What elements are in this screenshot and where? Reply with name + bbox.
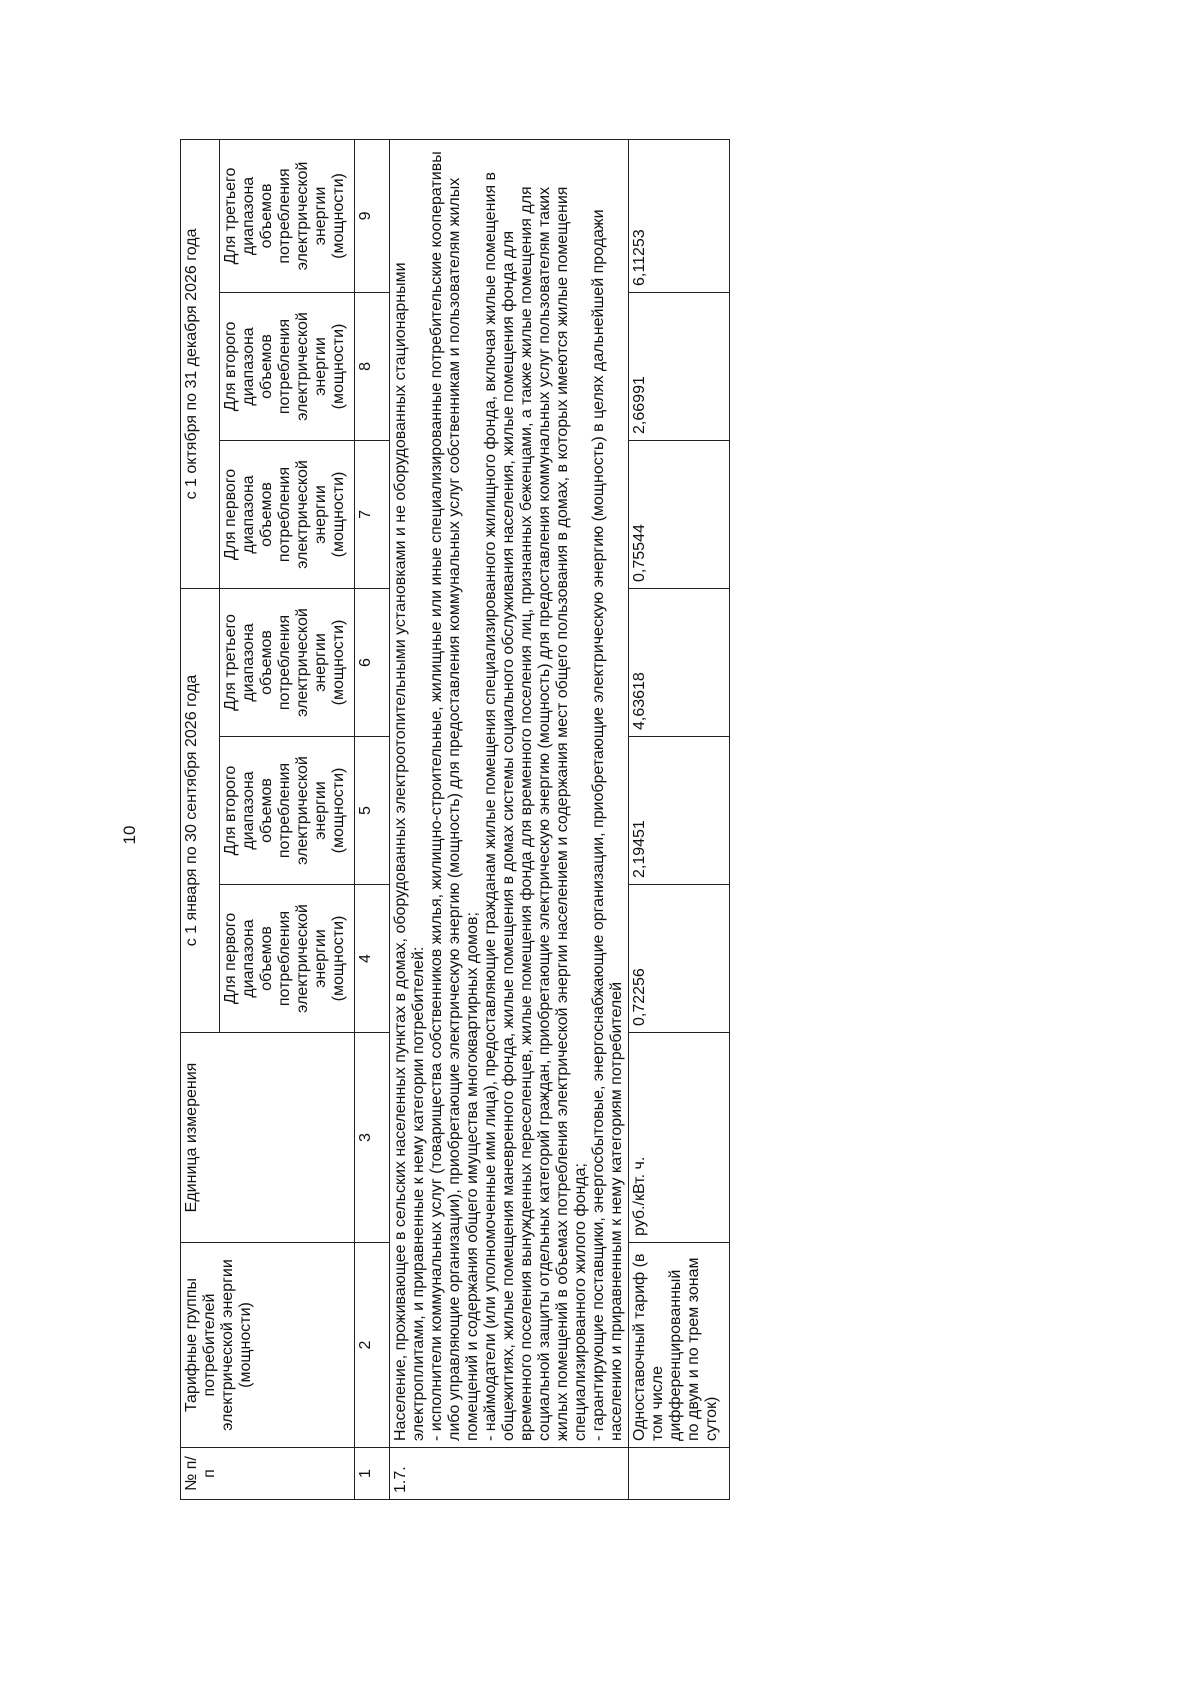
row-value: 0,75544: [629, 440, 730, 588]
row-value: 0,72256: [629, 885, 730, 1033]
table-row: [629, 139, 730, 1499]
column-number: 3: [355, 1033, 390, 1243]
section-description: [390, 139, 629, 1447]
description-line: - гарантирующие поставщики, энергосбытовые, энергоснабжающие организации, приобретающие электрическую энергию (мощность) в целях дальнейшей продажи населению и приравненным к нему категориям потребителей: [590, 209, 625, 1441]
section-number: 1.7.: [390, 1448, 629, 1500]
row-value: 6,11253: [629, 139, 730, 292]
header-period-2: с 1 октября по 31 декабря 2026 года: [181, 139, 220, 588]
column-numbers-row: [355, 139, 390, 1499]
column-number: 8: [355, 292, 390, 440]
header-period-1: с 1 января по 30 сентября 2026 года: [181, 588, 220, 1032]
tariff-table: [180, 139, 730, 1500]
column-number: 4: [355, 885, 390, 1033]
row-unit: руб./кВт. ч.: [629, 1033, 730, 1243]
row-value: 2,19451: [629, 737, 730, 885]
column-number: 2: [355, 1243, 390, 1448]
header-p1-range-2: Для второго диапазона объемов потребления электрической энергии (мощности): [220, 737, 355, 885]
header-num: № п/п: [181, 1448, 355, 1500]
column-number: 7: [355, 440, 390, 588]
row-value: 4,63618: [629, 588, 730, 736]
column-number: 5: [355, 737, 390, 885]
header-unit: Единица измерения: [181, 1033, 355, 1243]
page-number: 10: [120, 825, 139, 845]
column-number: 1: [355, 1448, 390, 1500]
header-p2-range-3: Для третьего диапазона объемов потребления электрической энергии (мощности): [220, 139, 355, 292]
header-p1-range-3: Для третьего диапазона объемов потребления электрической энергии (мощности): [220, 588, 355, 736]
section-row: [390, 139, 629, 1499]
rotated-table-container: [180, 140, 900, 1500]
header-group: Тарифные группы потребителей электрической энергии (мощности): [181, 1243, 355, 1448]
row-number-empty: [629, 1448, 730, 1500]
column-number: 9: [355, 139, 390, 292]
description-line: Население, проживающее в сельских населенных пунктах в домах, оборудованных электроотопительными установками и не оборудованных стационарными электроплитами, и приравненные к нему категории потребителей:: [392, 262, 427, 1441]
header-p2-range-1: Для первого диапазона объемов потребления электрической энергии (мощности): [220, 440, 355, 588]
description-line: - наймодатели (или уполномоченные ими лица), предоставляющие гражданам жилые помещения специализированного жилищного фонда, включая жилые помещения в общежитиях, жилые помещения маневренного фонда, жилые помещения в домах системы социального обслуживания населения, жилые помещения фонда для временного поселения вынужденных переселенцев, жилые помещения фонда для временного поселения лиц, признанных беженцами, а также жилые помещения для социальной защиты отдельных категорий граждан, приобретающие электрическую энергию (мощность) для предоставления коммунальных услуг пользователям таких жилых помещений в объемах потребления электрической энергии населением и содержания мест общего пользования в домах, в которых имеются жилые помещения специализированного жилого фонда;: [482, 171, 589, 1441]
header-p1-range-1: Для первого диапазона объемов потребления электрической энергии (мощности): [220, 885, 355, 1033]
column-number: 6: [355, 588, 390, 736]
description-line: - исполнители коммунальных услуг (товарищества собственников жилья, жилищно-строительные, жилищные или иные специализированные потребительские кооперативы либо управляющие организации), приобретающие электрическую энергию (мощность) для предоставления коммунальных услуг собственникам и пользователям жилых помещений и содержания общего имущества многоквартирных домов;: [428, 151, 481, 1441]
header-p2-range-2: Для второго диапазона объемов потребления электрической энергии (мощности): [220, 292, 355, 440]
row-tariff-name: Одноставочный тариф (в том числе дифференцированный по двум и по трем зонам суток): [629, 1243, 730, 1448]
row-value: 2,66991: [629, 292, 730, 440]
